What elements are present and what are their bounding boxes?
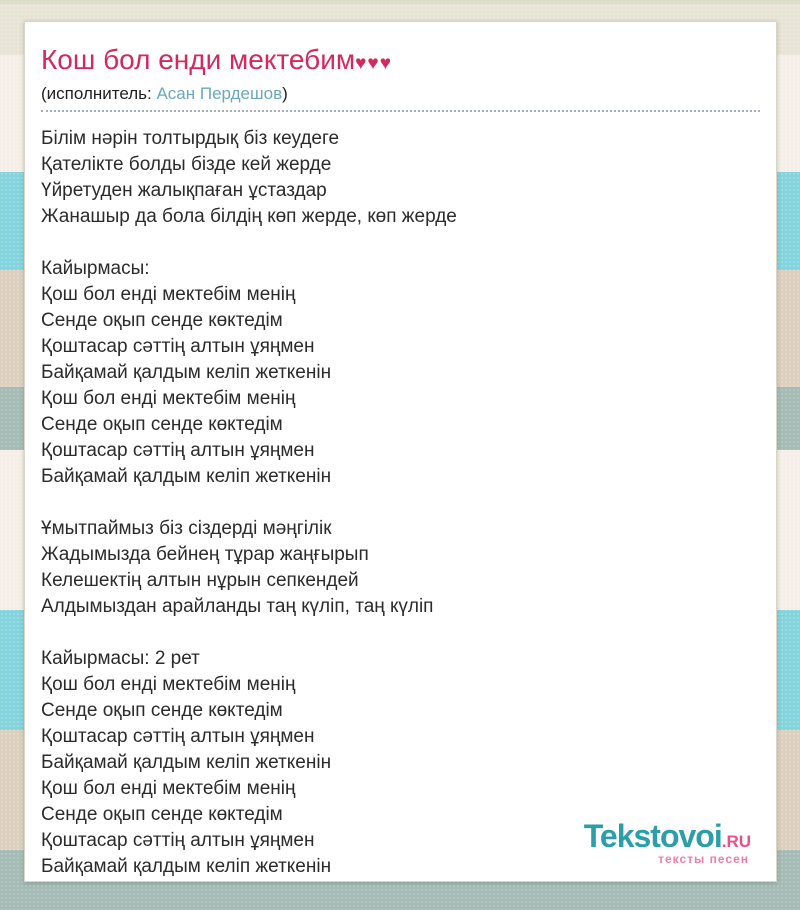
lyrics-line: Қош бол енді мектебім менің <box>41 778 296 799</box>
lyrics-line: Байқамай қалдым келіп жеткенін <box>41 752 332 773</box>
lyrics-line: Үйретуден жалықпаған ұстаздар <box>41 180 327 201</box>
lyrics-line: Қош бол енді мектебім менің <box>41 284 296 305</box>
song-title-text: Кош бол енди мектебим <box>41 44 356 75</box>
lyrics-line: Жадымызда бейнең тұрар жаңғырып <box>41 544 369 565</box>
lyrics-line: Сенде оқып сенде көктедім <box>41 414 283 435</box>
dotted-separator <box>41 110 760 112</box>
lyrics-line: Қош бол енді мектебім менің <box>41 674 296 695</box>
artist-link[interactable]: Асан Пердешов <box>156 84 283 103</box>
logo-wordmark <box>584 820 751 852</box>
lyrics-line: Сенде оқып сенде көктедім <box>41 804 283 825</box>
content-area <box>25 22 776 881</box>
lyrics-line: Білім нәрін толтырдық біз кеудеге <box>41 128 340 149</box>
lyrics-line: Сенде оқып сенде көктедім <box>41 310 283 331</box>
lyrics-line: Қателікте болды бізде кей жерде <box>41 154 332 175</box>
lyrics-stanza <box>41 126 760 230</box>
lyrics-line: Ұмытпаймыз біз сіздерді мәңгілік <box>41 518 332 539</box>
site-logo[interactable] <box>584 820 751 865</box>
lyrics-stanza <box>41 516 760 620</box>
content-card <box>24 21 777 882</box>
lyrics-line: Сенде оқып сенде көктедім <box>41 700 283 721</box>
lyrics-line: Қоштасар сәттің алтын ұяңмен <box>41 336 315 357</box>
lyrics-stanza <box>41 256 760 490</box>
logo-brand: Tekstovoi <box>583 818 722 854</box>
heart-icons: ♥♥♥ <box>355 53 392 74</box>
lyrics-line: Қоштасар сәттің алтын ұяңмен <box>41 440 315 461</box>
lyrics-text <box>41 126 760 880</box>
performer-close-paren: ) <box>282 84 288 103</box>
lyrics-line: Қоштасар сәттің алтын ұяңмен <box>41 726 315 747</box>
lyrics-line: Байқамай қалдым келіп жеткенін <box>41 856 332 877</box>
lyrics-line: Кайырмасы: <box>41 258 150 279</box>
logo-domain-suffix: .RU <box>721 832 751 851</box>
lyrics-line: Қош бол енді мектебім менің <box>41 388 296 409</box>
lyrics-line: Қоштасар сәттің алтын ұяңмен <box>41 830 315 851</box>
page-title <box>41 44 760 80</box>
lyrics-line: Байқамай қалдым келіп жеткенін <box>41 466 332 487</box>
lyrics-line: Жанашыр да бола білдің көп жерде, көп жерде <box>41 206 457 227</box>
logo-tagline: тексты песен <box>658 852 749 866</box>
performer-label: (исполнитель: <box>41 84 152 103</box>
performer-line <box>41 83 760 105</box>
lyrics-line: Алдымыздан арайланды таң күліп, таң күліп <box>41 596 434 617</box>
lyrics-line: Келешектің алтын нұрын сепкендей <box>41 570 359 591</box>
lyrics-line: Кайырмасы: 2 рет <box>41 648 200 669</box>
lyrics-line: Байқамай қалдым келіп жеткенін <box>41 362 332 383</box>
